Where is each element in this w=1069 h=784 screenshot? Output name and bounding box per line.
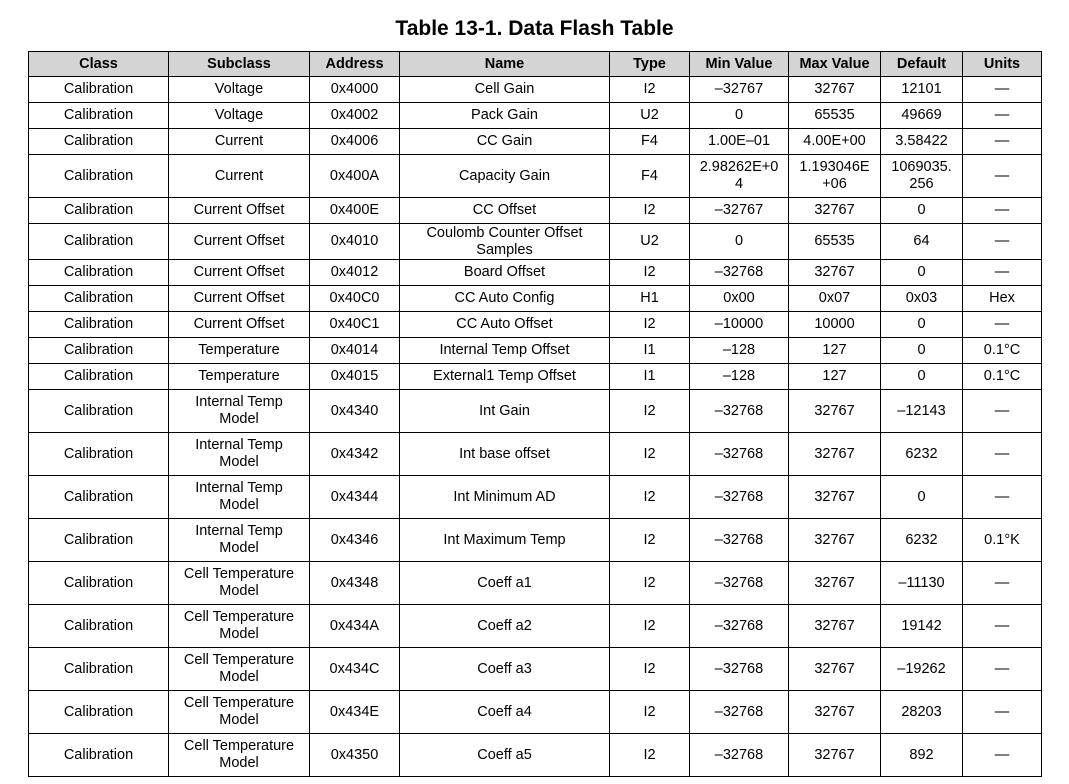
class-cell: Calibration [29,77,169,103]
address-cell: 0x4340 [310,390,400,433]
table-row [29,734,1042,777]
default-cell: 12101 [881,77,963,103]
name-cell: Coeff a5 [400,734,610,777]
column-header-address: Address [310,52,400,77]
max-value-cell: 127 [789,364,881,390]
units-cell: — [963,198,1042,224]
max-value-cell: 32767 [789,562,881,605]
type-cell: I2 [610,605,690,648]
table-row [29,286,1042,312]
min-value-cell: –32768 [690,734,789,777]
address-cell: 0x4350 [310,734,400,777]
max-value-cell: 1.193046E +06 [789,155,881,198]
column-header-type: Type [610,52,690,77]
table-row [29,103,1042,129]
min-value-cell: –32768 [690,433,789,476]
name-cell: External1 Temp Offset [400,364,610,390]
default-cell: 3.58422 [881,129,963,155]
subclass-cell: Current [169,129,310,155]
class-cell: Calibration [29,519,169,562]
default-cell: 0x03 [881,286,963,312]
max-value-cell: 10000 [789,312,881,338]
address-cell: 0x4006 [310,129,400,155]
type-cell: I2 [610,691,690,734]
units-cell: — [963,77,1042,103]
units-cell: — [963,562,1042,605]
column-header-class: Class [29,52,169,77]
min-value-cell: –32768 [690,476,789,519]
class-cell: Calibration [29,562,169,605]
table-row [29,476,1042,519]
type-cell: U2 [610,103,690,129]
name-cell: Int base offset [400,433,610,476]
min-value-cell: 2.98262E+0 4 [690,155,789,198]
table-row [29,224,1042,260]
default-cell: 49669 [881,103,963,129]
class-cell: Calibration [29,103,169,129]
table-row [29,77,1042,103]
name-cell: Cell Gain [400,77,610,103]
name-cell: CC Gain [400,129,610,155]
column-header-subclass: Subclass [169,52,310,77]
table-row [29,519,1042,562]
address-cell: 0x4002 [310,103,400,129]
units-cell: — [963,103,1042,129]
default-cell: 6232 [881,519,963,562]
units-cell: — [963,734,1042,777]
units-cell: — [963,691,1042,734]
units-cell: 0.1°K [963,519,1042,562]
table-row [29,605,1042,648]
subclass-cell: Internal Temp Model [169,519,310,562]
max-value-cell: 32767 [789,605,881,648]
column-header-default: Default [881,52,963,77]
subclass-cell: Cell Temperature Model [169,605,310,648]
max-value-cell: 32767 [789,260,881,286]
table-row [29,312,1042,338]
class-cell: Calibration [29,286,169,312]
class-cell: Calibration [29,734,169,777]
max-value-cell: 127 [789,338,881,364]
min-value-cell: –10000 [690,312,789,338]
class-cell: Calibration [29,433,169,476]
table-row [29,198,1042,224]
default-cell: 0 [881,260,963,286]
default-cell: –12143 [881,390,963,433]
type-cell: I2 [610,734,690,777]
class-cell: Calibration [29,476,169,519]
units-cell: — [963,605,1042,648]
type-cell: I2 [610,77,690,103]
type-cell: I2 [610,648,690,691]
table-row [29,433,1042,476]
subclass-cell: Cell Temperature Model [169,734,310,777]
units-cell: — [963,155,1042,198]
type-cell: U2 [610,224,690,260]
subclass-cell: Cell Temperature Model [169,562,310,605]
subclass-cell: Current Offset [169,260,310,286]
min-value-cell: –32767 [690,77,789,103]
min-value-cell: –32768 [690,562,789,605]
max-value-cell: 32767 [789,519,881,562]
address-cell: 0x4015 [310,364,400,390]
address-cell: 0x400E [310,198,400,224]
name-cell: Coeff a2 [400,605,610,648]
default-cell: 0 [881,312,963,338]
min-value-cell: –32768 [690,519,789,562]
subclass-cell: Internal Temp Model [169,390,310,433]
type-cell: F4 [610,155,690,198]
subclass-cell: Voltage [169,103,310,129]
units-cell: — [963,224,1042,260]
subclass-cell: Cell Temperature Model [169,691,310,734]
address-cell: 0x4000 [310,77,400,103]
subclass-cell: Voltage [169,77,310,103]
column-header-max-value: Max Value [789,52,881,77]
address-cell: 0x40C0 [310,286,400,312]
name-cell: Capacity Gain [400,155,610,198]
table-row [29,260,1042,286]
units-cell: 0.1°C [963,364,1042,390]
address-cell: 0x4014 [310,338,400,364]
max-value-cell: 32767 [789,433,881,476]
name-cell: Int Maximum Temp [400,519,610,562]
class-cell: Calibration [29,338,169,364]
subclass-cell: Cell Temperature Model [169,648,310,691]
class-cell: Calibration [29,605,169,648]
address-cell: 0x4344 [310,476,400,519]
address-cell: 0x434A [310,605,400,648]
table-row [29,338,1042,364]
class-cell: Calibration [29,155,169,198]
max-value-cell: 32767 [789,691,881,734]
class-cell: Calibration [29,224,169,260]
min-value-cell: –128 [690,364,789,390]
name-cell: Int Gain [400,390,610,433]
name-cell: Coeff a4 [400,691,610,734]
min-value-cell: 1.00E–01 [690,129,789,155]
address-cell: 0x4012 [310,260,400,286]
min-value-cell: 0 [690,224,789,260]
min-value-cell: –32768 [690,605,789,648]
class-cell: Calibration [29,390,169,433]
max-value-cell: 4.00E+00 [789,129,881,155]
min-value-cell: –32768 [690,648,789,691]
units-cell: — [963,129,1042,155]
units-cell: — [963,476,1042,519]
address-cell: 0x4346 [310,519,400,562]
default-cell: 892 [881,734,963,777]
name-cell: Board Offset [400,260,610,286]
type-cell: I2 [610,562,690,605]
type-cell: I2 [610,312,690,338]
table-row [29,691,1042,734]
name-cell: Coulomb Counter Offset Samples [400,224,610,260]
column-header-units: Units [963,52,1042,77]
column-header-name: Name [400,52,610,77]
type-cell: F4 [610,129,690,155]
units-cell: — [963,260,1042,286]
type-cell: I1 [610,338,690,364]
min-value-cell: 0 [690,103,789,129]
units-cell: — [963,390,1042,433]
column-header-min-value: Min Value [690,52,789,77]
default-cell: 19142 [881,605,963,648]
name-cell: Int Minimum AD [400,476,610,519]
name-cell: Coeff a3 [400,648,610,691]
subclass-cell: Internal Temp Model [169,433,310,476]
type-cell: I2 [610,198,690,224]
page-title: Table 13-1. Data Flash Table [395,17,674,40]
class-cell: Calibration [29,260,169,286]
type-cell: H1 [610,286,690,312]
type-cell: I1 [610,364,690,390]
max-value-cell: 32767 [789,734,881,777]
table-row [29,562,1042,605]
name-cell: CC Offset [400,198,610,224]
default-cell: 6232 [881,433,963,476]
min-value-cell: –32767 [690,198,789,224]
default-cell: 1069035. 256 [881,155,963,198]
subclass-cell: Temperature [169,364,310,390]
type-cell: I2 [610,390,690,433]
table-row [29,390,1042,433]
min-value-cell: –128 [690,338,789,364]
address-cell: 0x4342 [310,433,400,476]
address-cell: 0x4010 [310,224,400,260]
class-cell: Calibration [29,364,169,390]
units-cell: — [963,648,1042,691]
address-cell: 0x434E [310,691,400,734]
default-cell: 0 [881,476,963,519]
max-value-cell: 32767 [789,390,881,433]
name-cell: Coeff a1 [400,562,610,605]
default-cell: 64 [881,224,963,260]
type-cell: I2 [610,476,690,519]
type-cell: I2 [610,260,690,286]
default-cell: 28203 [881,691,963,734]
table-row [29,648,1042,691]
table-row [29,129,1042,155]
units-cell: — [963,312,1042,338]
default-cell: 0 [881,198,963,224]
max-value-cell: 32767 [789,77,881,103]
min-value-cell: –32768 [690,390,789,433]
max-value-cell: 65535 [789,224,881,260]
class-cell: Calibration [29,129,169,155]
max-value-cell: 32767 [789,198,881,224]
class-cell: Calibration [29,648,169,691]
max-value-cell: 65535 [789,103,881,129]
subclass-cell: Current Offset [169,286,310,312]
min-value-cell: 0x00 [690,286,789,312]
subclass-cell: Current Offset [169,224,310,260]
name-cell: Pack Gain [400,103,610,129]
name-cell: CC Auto Config [400,286,610,312]
units-cell: Hex [963,286,1042,312]
subclass-cell: Internal Temp Model [169,476,310,519]
default-cell: –11130 [881,562,963,605]
name-cell: Internal Temp Offset [400,338,610,364]
data-flash-table [28,51,1042,777]
type-cell: I2 [610,519,690,562]
units-cell: 0.1°C [963,338,1042,364]
min-value-cell: –32768 [690,260,789,286]
table-row [29,155,1042,198]
table-row [29,364,1042,390]
subclass-cell: Temperature [169,338,310,364]
address-cell: 0x40C1 [310,312,400,338]
default-cell: 0 [881,364,963,390]
name-cell: CC Auto Offset [400,312,610,338]
units-cell: — [963,433,1042,476]
subclass-cell: Current [169,155,310,198]
min-value-cell: –32768 [690,691,789,734]
subclass-cell: Current Offset [169,198,310,224]
class-cell: Calibration [29,312,169,338]
default-cell: 0 [881,338,963,364]
max-value-cell: 0x07 [789,286,881,312]
type-cell: I2 [610,433,690,476]
class-cell: Calibration [29,691,169,734]
subclass-cell: Current Offset [169,312,310,338]
default-cell: –19262 [881,648,963,691]
max-value-cell: 32767 [789,648,881,691]
class-cell: Calibration [29,198,169,224]
table-header-row [29,52,1042,77]
address-cell: 0x400A [310,155,400,198]
address-cell: 0x434C [310,648,400,691]
address-cell: 0x4348 [310,562,400,605]
max-value-cell: 32767 [789,476,881,519]
